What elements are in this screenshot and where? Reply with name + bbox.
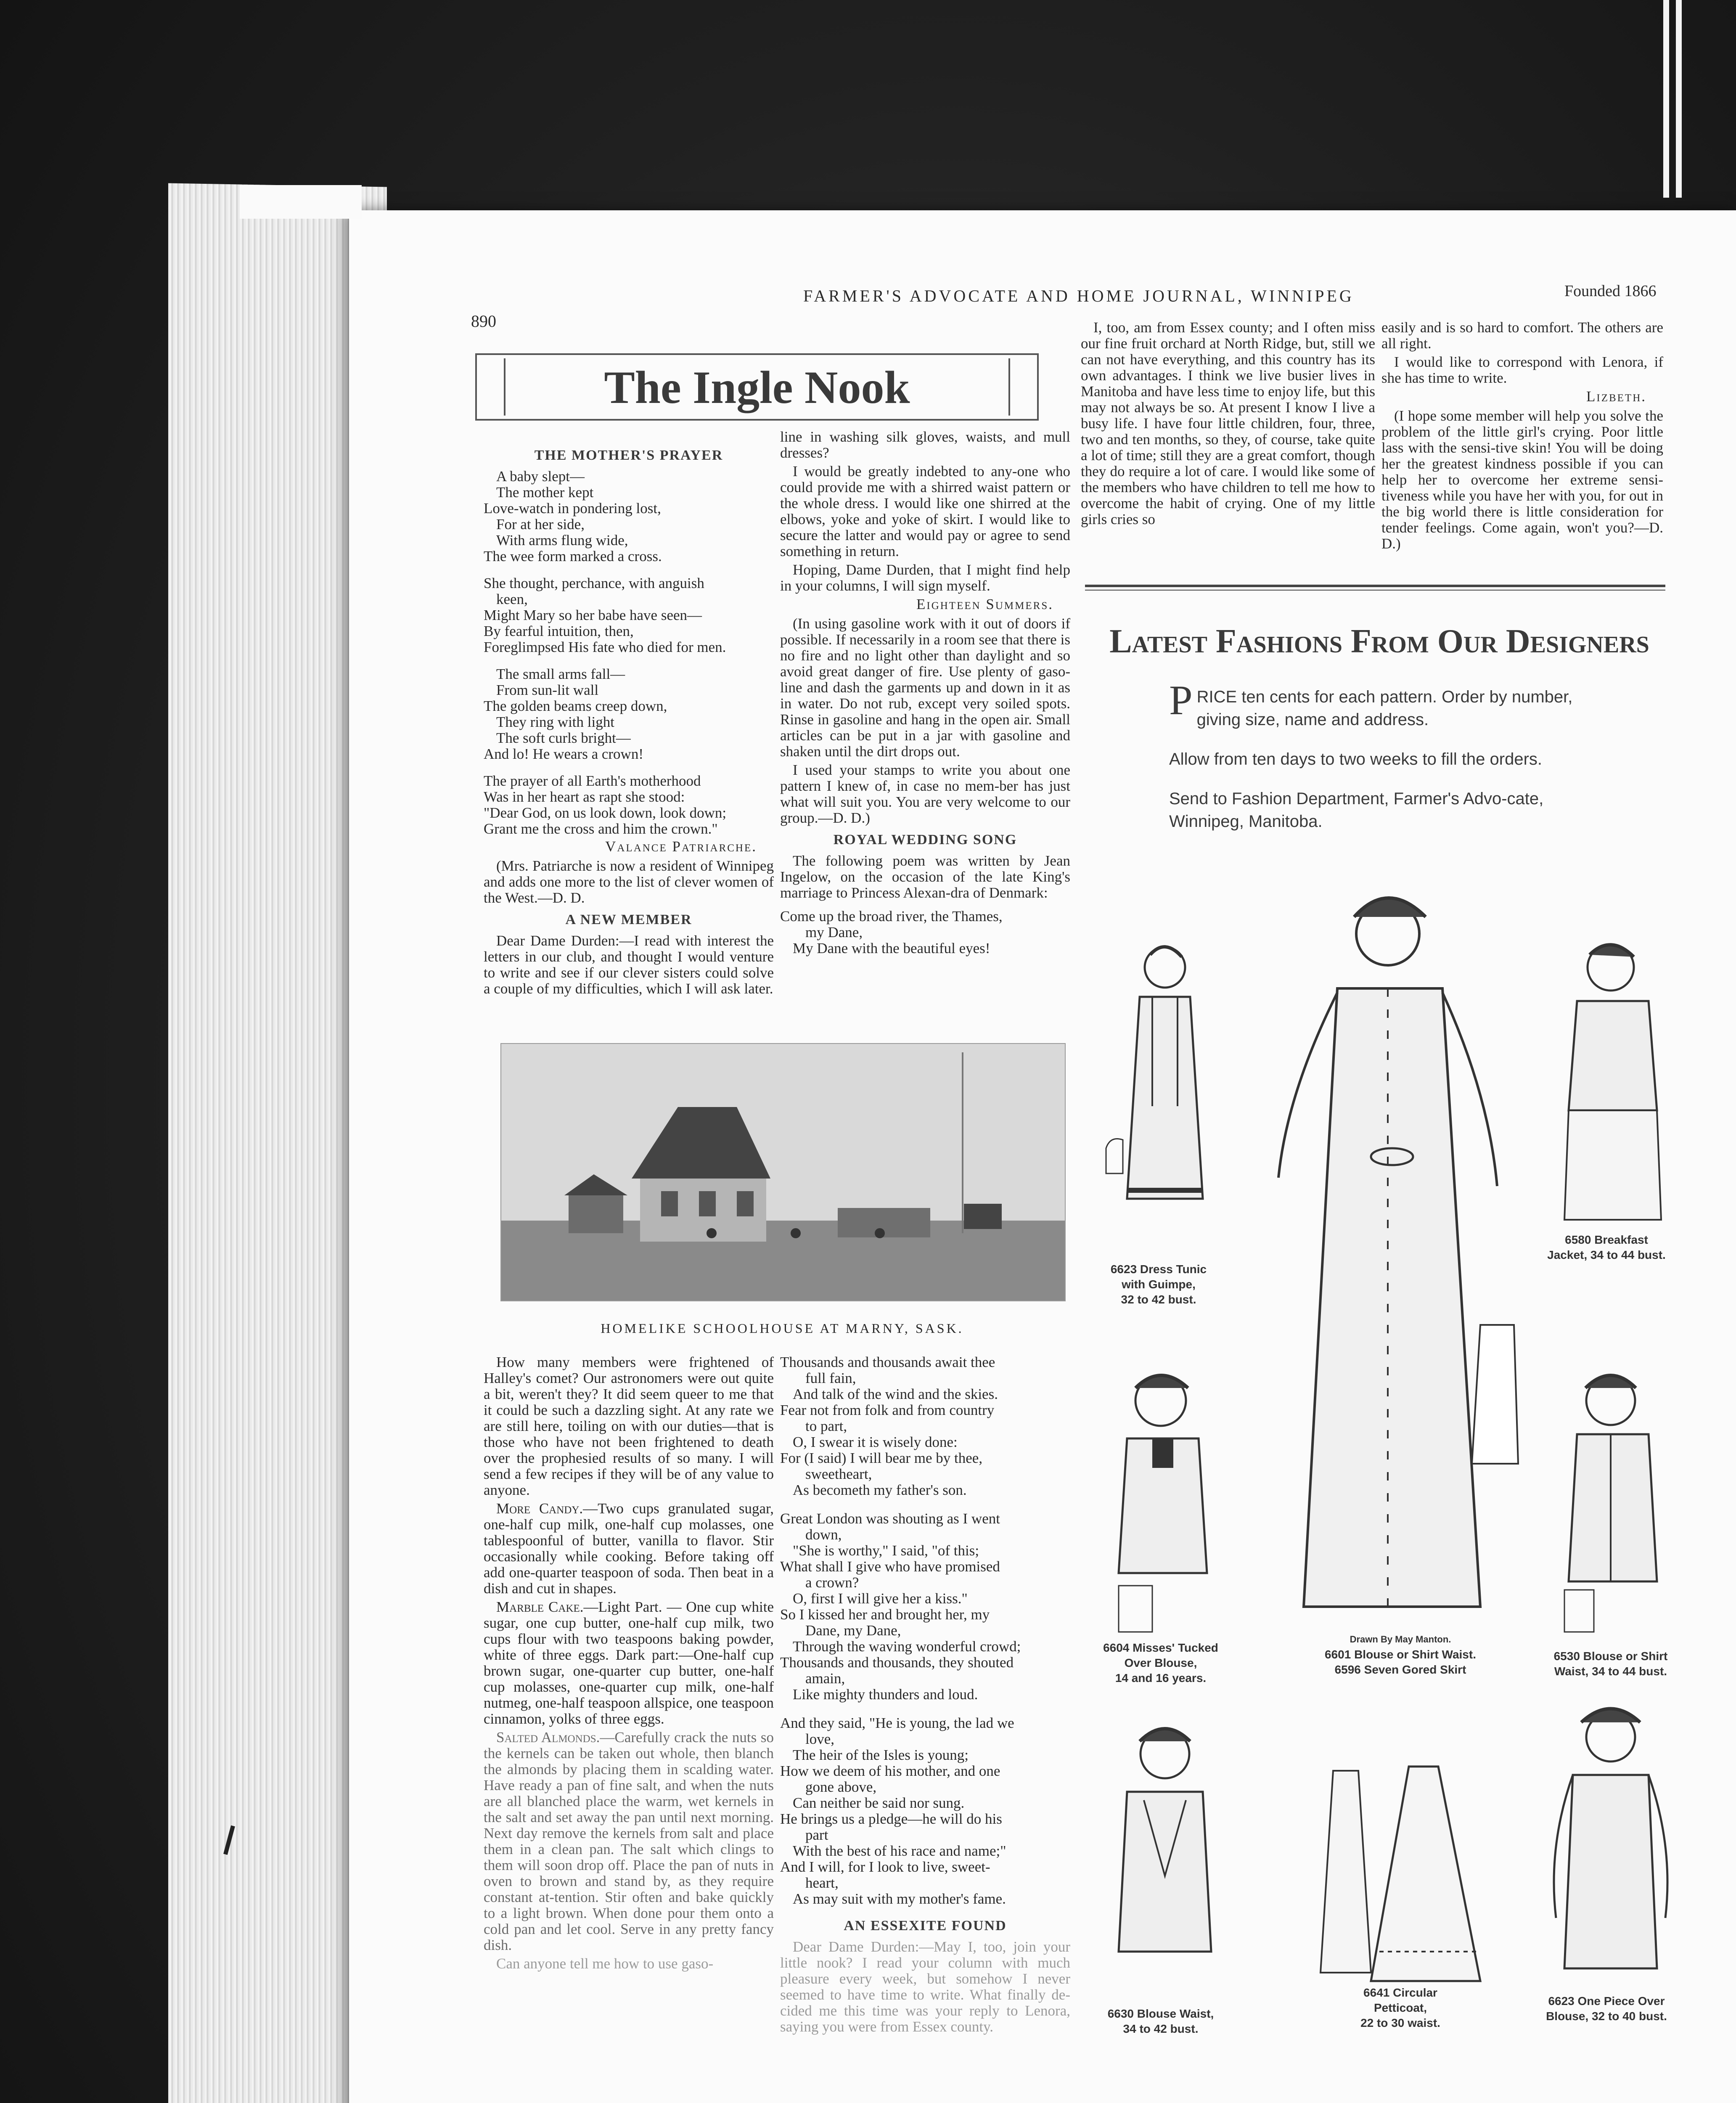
section-title: The Ingle Nook — [604, 362, 910, 413]
poem-line: "She is worthy," I said, "of this; — [793, 1542, 979, 1559]
price-text: RICE ten cents for each pattern. Order by number, giving size, name and address. — [1196, 688, 1573, 729]
poem-line: A baby slept— — [496, 468, 585, 485]
label-line: 6630 Blouse Waist, — [1107, 2007, 1214, 2020]
stanza-gap — [780, 1498, 1070, 1511]
poem-line: keen, — [496, 591, 528, 607]
column-2 — [780, 429, 1070, 967]
figure-label — [1535, 1232, 1678, 1263]
poem-line: By fearful intuition, then, — [484, 623, 634, 639]
poem-line: And I will, for I look to live, sweet- — [780, 1859, 990, 1875]
tucked-blouse-figure — [1093, 1363, 1232, 1640]
running-head: FARMER'S ADVOCATE AND HOME JOURNAL, WINNIPEG — [803, 286, 1354, 305]
poem-line: to part, — [805, 1418, 847, 1434]
column-5 — [1081, 320, 1375, 530]
poem-line: sweetheart, — [805, 1466, 872, 1482]
paragraph: line in washing silk gloves, waists, and mull dresses? — [780, 429, 1070, 461]
signature: Eighteen Summers. — [916, 596, 1053, 612]
label-line: 6596 Seven Gored Skirt — [1334, 1663, 1466, 1676]
recipe — [484, 1501, 774, 1597]
poem-line: They ring with light — [496, 714, 614, 730]
recipe-label: More Candy. — [496, 1500, 583, 1517]
poem-line: Fear not from folk and from country — [780, 1402, 995, 1418]
paragraph: I would like to correspond with Lenora, if she has time to write. — [1381, 354, 1663, 386]
photo-caption: HOMELIKE SCHOOLHOUSE AT MARNY, SASK. — [601, 1321, 964, 1336]
paragraph: Allow from ten days to two weeks to fill the orders. — [1169, 750, 1543, 768]
poem-line: For (I said) I will bear me by thee, — [780, 1450, 983, 1466]
page-number: 890 — [471, 312, 496, 331]
poem-line: down, — [805, 1526, 842, 1543]
column-4 — [780, 1354, 1070, 2037]
article-title: A NEW MEMBER — [565, 912, 692, 927]
poem-line: With arms flung wide, — [496, 532, 628, 548]
poem-stanza — [484, 666, 774, 762]
poem-stanza — [484, 469, 774, 564]
paragraph: The following poem was written by Jean Ingelow, on the occasion of the late King's marriage to Princess Alexan-dra of Denmark: — [780, 853, 1070, 901]
figure-label — [1312, 1985, 1489, 2031]
poem-line: What shall I give who have promised — [780, 1558, 1000, 1575]
fashion-instructions — [1169, 677, 1590, 850]
scanner-bar — [1663, 0, 1669, 198]
poem-line: "Dear God, on us look down, look down; — [484, 805, 727, 821]
column-1 — [484, 442, 774, 999]
signature: Valance Patriarche. — [605, 838, 757, 855]
recipe-label: Marble Cake. — [496, 1599, 584, 1615]
label-line: 6604 Misses' Tucked — [1103, 1641, 1218, 1654]
stanza-gap — [780, 1703, 1070, 1715]
poem-line: The wee form marked a cross. — [484, 548, 662, 564]
label-line: 6580 Breakfast — [1565, 1233, 1648, 1246]
paragraph: How many members were frightened of Halley's comet? Our astronomers were out quite a bit, weren't they? It did seem queer to me that it could be such a dazzling sight. At any rate we are still here, toiling on with our duties—that is those who have not been frightened to death over the prophesied results of so many. I will send a few recipes if they will be of any value to anyone. — [484, 1354, 774, 1498]
poem-line: The golden beams creep down, — [484, 698, 667, 714]
label-line: 32 to 42 bust. — [1121, 1293, 1196, 1306]
poem-line: Through the waving wonderful crowd; — [793, 1638, 1021, 1655]
poem-line: gone above, — [805, 1779, 877, 1795]
poem-line: How we deem of his mother, and one — [780, 1763, 1000, 1779]
editor-note: (In using gasoline work with it out of doors if possible. If necessarily in a room see that there is no fire and no light other than daylight and so avoid great danger of fire. Use plenty of gaso-line and dash the garments up and down in it as in water. Do not rub, except very soiled spots. Rinse in gasoline and hang in the open air. Small articles can be put in a jar with gasoline and shaken until the dirt drops out. — [780, 615, 1070, 760]
label-line: Blouse, 32 to 40 bust. — [1546, 2010, 1667, 2023]
label-line: 6601 Blouse or Shirt Waist. — [1325, 1648, 1476, 1661]
blouse-waist-figure — [1093, 1716, 1232, 2002]
founded-note: Founded 1866 — [1564, 282, 1657, 300]
article-title: ROYAL WEDDING SONG — [833, 832, 1017, 848]
paragraph: Send to Fashion Department, Farmer's Advo-cate, Winnipeg, Manitoba. — [1169, 789, 1544, 831]
poem-line: Grant me the cross and him the crown." — [484, 821, 718, 837]
poem-line: Come up the broad river, the Thames, — [780, 908, 1003, 924]
dress-tunic-figure — [1093, 938, 1232, 1262]
paragraph: Hoping, Dame Durden, that I might find help in your columns, I will sign myself. — [780, 562, 1070, 594]
poem-line: So I kissed her and brought her, my — [780, 1606, 990, 1623]
schoolhouse-illustration — [501, 1044, 1065, 1300]
label-line: 6641 Circular — [1363, 1986, 1437, 1999]
figure-label — [1089, 1262, 1228, 1307]
paragraph — [1169, 677, 1590, 731]
label-line: 14 and 16 years. — [1115, 1671, 1207, 1685]
paragraph: Dear Dame Durden:—May I, too, join your little nook? I read your column with much pleasure every week, but somehow I never seemed to have time to write. What finally de-cided me this time was your reply to Lenora, saying you were from Essex county. — [780, 1939, 1070, 2035]
section-title-box — [475, 353, 1039, 421]
poem-line: my Dane, — [805, 924, 863, 940]
circular-petticoat-figure — [1316, 1754, 1493, 1989]
editor-note: I used your stamps to write you about one pattern I knew of, in case no mem-ber has just what will suit you. You are very welcome to our group.—D. D.) — [780, 762, 1070, 826]
paragraph: I would be greatly indebted to any-one who could provide me with a shirred waist pattern or the whole dress. I would like one shirred at the elbows, yoke and yoke of skirt. I would like to secure the latter and would pay or agree to send something in return. — [780, 463, 1070, 559]
recipe-text: —Two cups granulated sugar, one-half cup milk, one-half cup molasses, one tablespoonful of butter, vanilla to flavor. Stir occasionally while cooking. Before taking off add one-quarter teaspoon of soda. Then beat in a dish and cut in shapes. — [484, 1500, 774, 1597]
column-3 — [484, 1354, 774, 1974]
drop-cap: P — [1169, 677, 1193, 723]
poem-line: part — [805, 1827, 828, 1843]
label-line: 22 to 30 waist. — [1360, 2016, 1440, 2029]
poem-line: Was in her heart as rapt she stood: — [484, 789, 685, 805]
editor-note: (Mrs. Patriarche is now a resident of Winnipeg and adds one more to the list of clever women of the West.—D. D. — [484, 858, 774, 906]
poem-line: Thousands and thousands, they shouted — [780, 1654, 1014, 1671]
poem-line: Dane, my Dane, — [805, 1622, 901, 1639]
label-line: 6623 Dress Tunic — [1110, 1263, 1207, 1276]
label-line: Waist, 34 to 44 bust. — [1554, 1665, 1667, 1678]
label-line: 6530 Blouse or Shirt — [1553, 1650, 1668, 1663]
label-line: Jacket, 34 to 44 bust. — [1547, 1248, 1666, 1261]
article-title: THE MOTHER'S PRAYER — [534, 448, 723, 463]
figure-label — [1089, 1640, 1232, 1686]
section-rule — [1085, 590, 1665, 591]
recipe — [484, 1599, 774, 1727]
poem-line: full fain, — [805, 1370, 856, 1386]
poem-line: Thousands and thousands await thee — [780, 1354, 995, 1370]
paragraph: Dear Dame Durden:—I read with interest the letters in our club, and thought I would venture to write and see if our clever sisters could solve a couple of my difficulties, which I will ask later. — [484, 932, 774, 997]
figure-label — [1531, 1994, 1682, 2024]
poem-line: Foreglimpsed His fate who died for men. — [484, 639, 726, 655]
poem-line: a crown? — [805, 1574, 859, 1591]
poem-line: As may suit with my mother's fame. — [793, 1891, 1006, 1907]
article-title: AN ESSEXITE FOUND — [844, 1918, 1007, 1933]
shirt-waist-figure — [1262, 883, 1531, 1632]
poem-line: Like mighty thunders and loud. — [793, 1686, 978, 1703]
page-clip — [240, 185, 362, 219]
poem-line: Can neither be said nor sung. — [793, 1795, 965, 1811]
signature: Lizbeth. — [1586, 388, 1646, 405]
poem-line: She thought, perchance, with anguish — [484, 575, 704, 591]
label-line: Over Blouse, — [1124, 1656, 1197, 1669]
poem-line: The soft curls bright— — [496, 730, 631, 746]
editor-note: (I hope some member will help you solve the problem of the little girl's crying. Poor little lass with the sensi-tive skin! You will be doing her the greatest kindness possible if you can help her to overcome her extreme sensi-tiveness while you have her with you, for out in the big world there is little consideration for tender feelings. Come again, won't you?—D. D.) — [1381, 408, 1663, 552]
label-line: 34 to 42 bust. — [1123, 2022, 1199, 2035]
section-rule — [1085, 585, 1665, 587]
column-6 — [1381, 320, 1663, 554]
poem-line: Love-watch in pondering lost, — [484, 500, 661, 516]
poem — [780, 1354, 1070, 1907]
poem-line: The prayer of all Earth's motherhood — [484, 773, 701, 789]
poem-line: And talk of the wind and the skies. — [793, 1386, 998, 1402]
poem-line: amain, — [805, 1670, 845, 1687]
poem-line: And they said, "He is young, the lad we — [780, 1715, 1014, 1731]
breakfast-jacket-figure — [1539, 934, 1678, 1224]
label-line: Drawn By May Manton. — [1350, 1634, 1451, 1645]
poem-line: He brings us a pledge—he will do his — [780, 1811, 1002, 1827]
recipe-text: —Carefully crack the nuts so the kernels can be taken out whole, then blanch the almonds by placing them in scalding water. Have ready a pan of fine salt, and when the nuts are all blanched place the warm, wet kernels in the salt and set away the pan until next morning. Next day remove the kernels from salt and place them in a clean pan. The salt which clings to them will soon drop off. Place the pan of nuts in oven to brown and stand by, as they require constant at-tention. Stir often and bake quickly to a light brown. When done pour them onto a cold pan and let cool. Serve in any pretty fancy dish. — [484, 1729, 774, 1953]
poem-line: love, — [805, 1731, 835, 1747]
paragraph: easily and is so hard to comfort. The others are all right. — [1381, 319, 1663, 352]
poem-line: The small arms fall— — [496, 666, 625, 682]
schoolhouse-photo — [500, 1043, 1066, 1301]
label-line: with Guimpe, — [1122, 1278, 1196, 1291]
poem-line: As becometh my father's son. — [793, 1482, 967, 1498]
poem-line: Great London was shouting as I went — [780, 1510, 1000, 1527]
recipe-text: —Light Part. — One cup white sugar, one cup butter, one-half cup milk, two cups flour with two teaspoons baking powder, white of three eggs. Dark part:—One-half cup brown sugar, one-quarter cup butter, one-half cup molasses, one-quarter cup milk, one-half nutmeg, one-half teaspoon allspice, one teaspoon cinnamon, yolks of three eggs. — [484, 1599, 774, 1727]
poem-line: Might Mary so her babe have seen— — [484, 607, 702, 623]
poem-stanza — [484, 773, 774, 837]
fashion-section-title: Latest Fashions From Our Designers — [1109, 623, 1649, 660]
poem-line: The mother kept — [496, 484, 594, 501]
scanner-bar — [1676, 0, 1682, 198]
figure-label — [1270, 1632, 1531, 1677]
poem-line: And lo! He wears a crown! — [484, 746, 643, 762]
poem-line: From sun-lit wall — [496, 682, 599, 698]
paragraph: Can anyone tell me how to use gaso- — [496, 1955, 714, 1972]
figure-label — [1089, 2006, 1232, 2037]
label-line: 6623 One Piece Over — [1548, 1994, 1665, 2008]
poem-line: O, first I will give her a kiss." — [793, 1590, 968, 1607]
figure-label — [1539, 1649, 1682, 1679]
recipe — [484, 1730, 774, 1953]
poem-line: heart, — [805, 1875, 839, 1891]
recipe-label: Salted Almonds. — [496, 1729, 600, 1745]
poem-line: O, I swear it is wisely done: — [793, 1434, 958, 1450]
poem-line: My Dane with the beautiful eyes! — [793, 940, 990, 956]
shirt-waist-6530-figure — [1539, 1363, 1678, 1640]
poem-stanza — [780, 908, 1070, 956]
poem-line: For at her side, — [496, 516, 585, 532]
over-blouse-figure — [1539, 1699, 1678, 1985]
poem-line: The heir of the Isles is young; — [793, 1747, 969, 1763]
label-line: Petticoat, — [1373, 2001, 1427, 2014]
page-header — [471, 278, 1712, 331]
poem-line: With the best of his race and name;" — [793, 1843, 1006, 1859]
poem-stanza — [484, 575, 774, 655]
paragraph: I, too, am from Essex county; and I often miss our fine fruit orchard at North Ridge, but, still we can not have everything, and this country has its own advantages. I think we live busier lives in Manitoba and have less time to enjoy life, but this may not always be so. At present I know I live a busy life. I have four little children, four, three, two and ten months, so they, of course, take quite a lot of time; still they are a great comfort, though they do require a lot of care. I would like some of the members who have children to tell me how to overcome the habit of crying. One of my little girls cries so — [1081, 319, 1375, 527]
